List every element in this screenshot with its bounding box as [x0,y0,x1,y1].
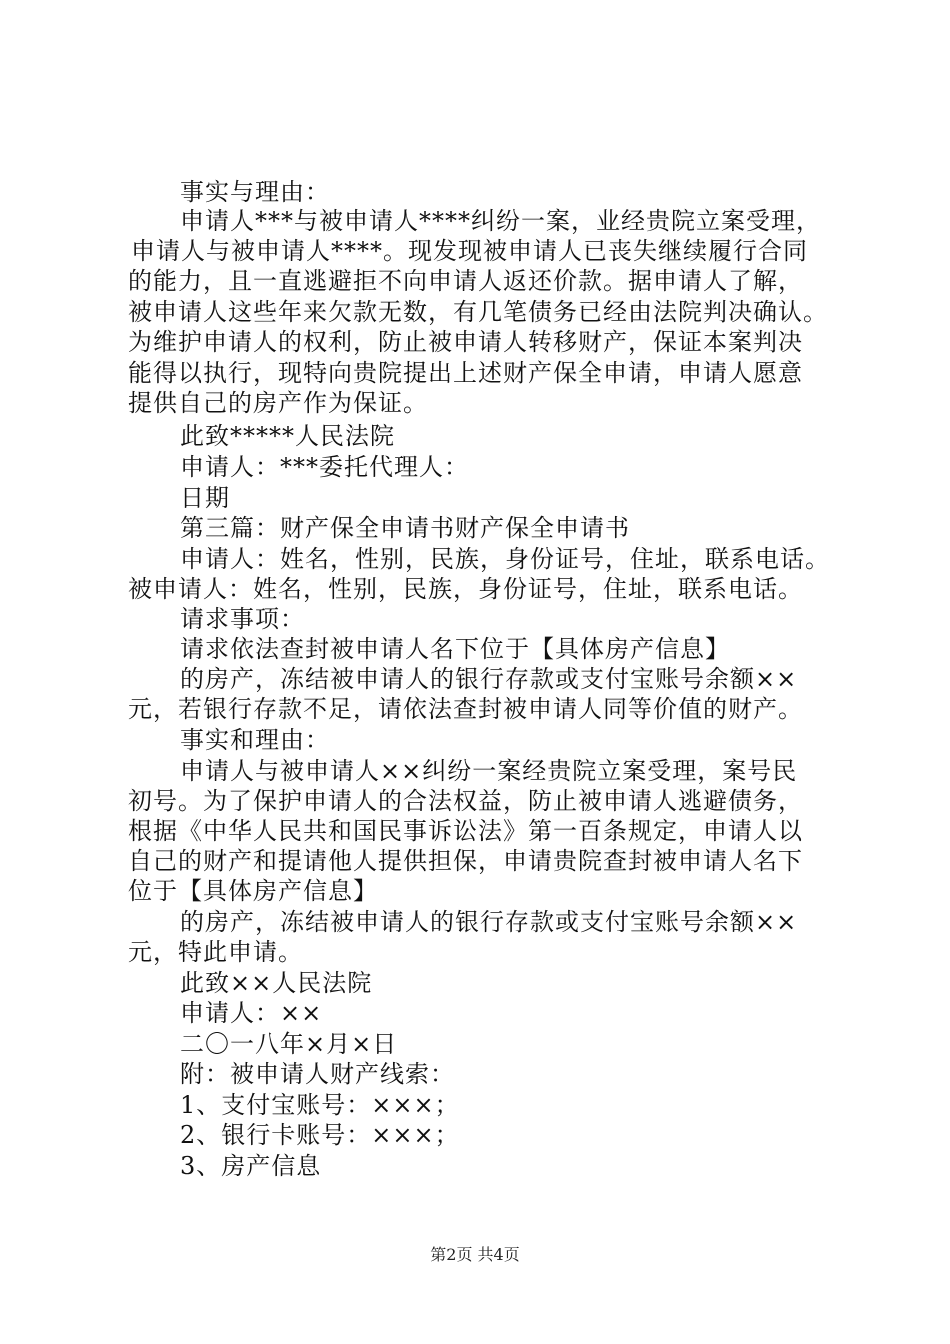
text-line: 申请人：×× [180,999,323,1027]
text-line: 申请人：姓名，性别，民族，身份证号，住址，联系电话。 [180,545,830,573]
text-line: 的房产，冻结被申请人的银行存款或支付宝账号余额×× [180,665,798,693]
text-line: 自己的财产和提请他人提供担保，申请贵院查封被申请人名下 [128,847,803,875]
text-line: 的能力，且一直逃避拒不向申请人返还价款。据申请人了解， [128,267,803,295]
text-line: 能得以执行，现特向贵院提出上述财产保全申请，申请人愿意 [128,359,803,387]
text-line: 二〇一八年×月×日 [180,1030,398,1058]
text-line: 申请人***与被申请人****纠纷一案，业经贵院立案受理， [180,207,821,235]
page-number-footer: 第2页 共4页 [430,1245,520,1264]
text-line: 第三篇：财产保全申请书财产保全申请书 [180,514,630,542]
text-line: 申请人：***委托代理人： [180,453,469,481]
text-line: 事实与理由： [180,178,330,206]
text-line: 申请人与被申请人****。现发现被申请人已丧失继续履行合同 [131,237,808,265]
text-line: 被申请人：姓名，性别，民族，身份证号，住址，联系电话。 [128,575,803,603]
text-line: 位于【具体房产信息】 [128,877,378,905]
text-line: 初号。为了保护申请人的合法权益，防止被申请人逃避债务， [128,787,803,815]
text-line: 日期 [180,484,230,512]
text-line: 元，特此申请。 [128,938,303,966]
text-line: 根据《中华人民共和国民事诉讼法》第一百条规定，申请人以 [128,817,803,845]
text-line: 2、银行卡账号：×××； [180,1121,460,1149]
text-line: 此致*****人民法院 [180,422,395,450]
text-line: 请求依法查封被申请人名下位于【具体房产信息】 [180,635,730,663]
text-line: 事实和理由： [180,726,330,754]
text-line: 1、支付宝账号：×××； [180,1091,460,1119]
text-line: 附：被申请人财产线索： [180,1060,455,1088]
text-line: 此致××人民法院 [180,969,373,997]
text-line: 提供自己的房产作为保证。 [128,389,428,417]
text-line: 3、房产信息 [180,1152,322,1180]
text-line: 被申请人这些年来欠款无数，有几笔债务已经由法院判决确认。 [128,298,828,326]
text-line: 申请人与被申请人××纠纷一案经贵院立案受理，案号民 [180,757,798,785]
text-line: 为维护申请人的权利，防止被申请人转移财产，保证本案判决 [128,328,803,356]
text-line: 的房产，冻结被申请人的银行存款或支付宝账号余额×× [180,908,798,936]
text-line: 元，若银行存款不足，请依法查封被申请人同等价值的财产。 [128,695,803,723]
text-line: 请求事项： [180,605,305,633]
